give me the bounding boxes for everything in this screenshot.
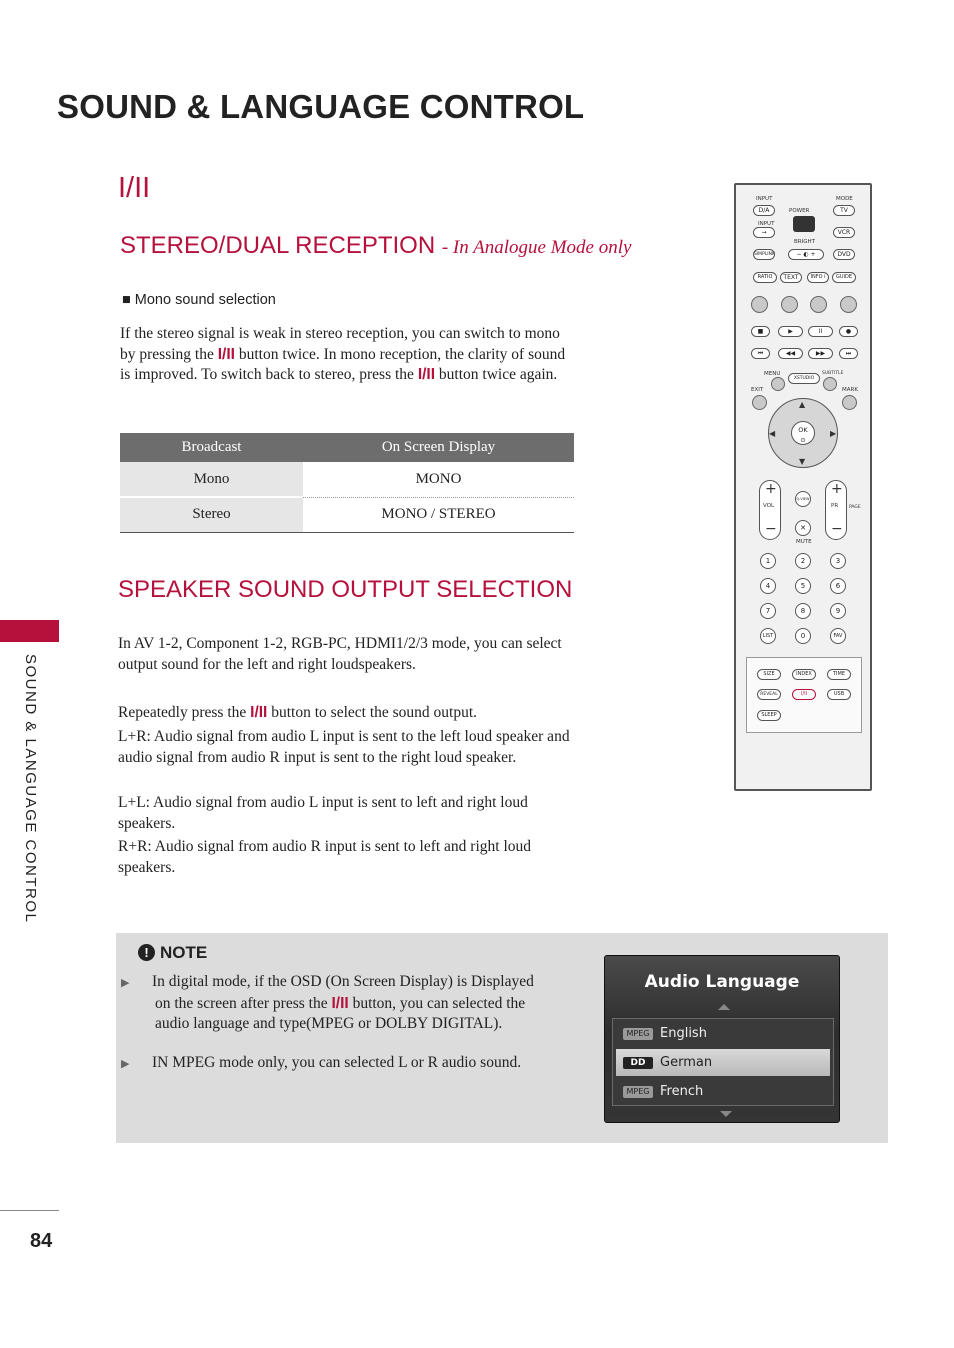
- simplink-button[interactable]: SIMPLINK: [753, 249, 775, 260]
- note-item-2: [121, 1053, 578, 1075]
- osd-item-german[interactable]: [616, 1049, 830, 1076]
- info-button[interactable]: INFO i: [807, 272, 829, 283]
- plus-icon[interactable]: +: [765, 481, 777, 497]
- i-ii-button[interactable]: I/II: [792, 689, 816, 700]
- note-heading: [138, 943, 207, 963]
- osd-item-english[interactable]: [616, 1020, 830, 1047]
- speaker-intro: In AV 1-2, Component 1-2, RGB-PC, HDMI1/2/3 mode, you can select output sound for the left and right loudspeakers.: [118, 635, 562, 673]
- side-tab-marker: [0, 620, 59, 642]
- remote-label: EXIT: [751, 387, 764, 393]
- footer-divider: [0, 1210, 59, 1211]
- table-cell: Mono: [120, 462, 303, 497]
- time-button[interactable]: TIME: [827, 669, 851, 680]
- digit-button[interactable]: 9: [830, 603, 846, 619]
- mute-button[interactable]: ✕: [795, 520, 811, 536]
- digit-button[interactable]: 4: [760, 578, 776, 594]
- usb-button[interactable]: USB: [827, 689, 851, 700]
- exit-button[interactable]: [752, 395, 767, 410]
- pause-button[interactable]: II: [808, 326, 833, 337]
- table-header: Broadcast: [120, 433, 303, 462]
- stereo-paragraph: [120, 324, 570, 386]
- mpeg-badge: MPEG: [623, 1086, 653, 1098]
- dvd-button[interactable]: DVD: [833, 249, 855, 260]
- mark-button[interactable]: [842, 395, 857, 410]
- da-button[interactable]: D/A: [753, 205, 775, 216]
- digit-button[interactable]: 1: [760, 553, 776, 569]
- plus-icon[interactable]: +: [831, 481, 843, 497]
- broadcast-table: [120, 433, 574, 533]
- minus-icon[interactable]: −: [831, 521, 843, 537]
- osd-list: [612, 1018, 834, 1106]
- power-button[interactable]: [793, 216, 815, 232]
- brightness-control[interactable]: − ◐ +: [788, 249, 824, 260]
- remote-label: MENU: [764, 371, 781, 377]
- color-button-green[interactable]: [781, 296, 798, 313]
- digit-button[interactable]: 8: [795, 603, 811, 619]
- key-i-ii: I/II: [417, 366, 436, 384]
- stop-button[interactable]: ■: [751, 326, 770, 337]
- index-button[interactable]: INDEX: [792, 669, 816, 680]
- skip-back-icon[interactable]: ⏮: [751, 348, 770, 359]
- side-section-label: SOUND & LANGUAGE CONTROL: [22, 654, 39, 924]
- bullet-triangle-icon: ▶: [121, 1058, 130, 1070]
- record-button[interactable]: ●: [839, 326, 858, 337]
- rewind-icon[interactable]: ◀◀: [778, 348, 803, 359]
- warning-icon: !: [138, 944, 155, 961]
- minus-icon[interactable]: −: [765, 521, 777, 537]
- mono-bullet-label: ■ Mono sound selection: [122, 292, 276, 308]
- note-heading-label: NOTE: [160, 943, 208, 962]
- bullet-triangle-icon: ▶: [121, 977, 130, 989]
- stereo-para-1: If the stereo signal is weak in stereo reception, you can switch to mono by pressing the: [120, 325, 560, 363]
- key-i-ii: I/II: [217, 345, 235, 363]
- section-title: I/II: [118, 172, 151, 204]
- color-button-red[interactable]: [751, 296, 768, 313]
- page-title: SOUND & LANGUAGE CONTROL: [57, 88, 585, 125]
- xstudio-button[interactable]: XSTUDIO: [788, 373, 820, 384]
- remote-label: MODE: [836, 196, 853, 202]
- remote-label: INPUT: [758, 221, 775, 227]
- scroll-up-icon[interactable]: [718, 1004, 730, 1010]
- up-arrow-icon[interactable]: ▲: [799, 400, 806, 409]
- stereo-heading: [120, 232, 631, 260]
- sleep-button[interactable]: SLEEP: [757, 710, 781, 721]
- remote-label: MUTE: [796, 539, 812, 545]
- speaker-repeat-post: button to select the sound output.: [271, 704, 478, 721]
- remote-label: INPUT: [756, 196, 773, 202]
- guide-button[interactable]: GUIDE: [832, 272, 856, 283]
- play-button[interactable]: ▶: [778, 326, 803, 337]
- mpeg-badge: MPEG: [623, 1028, 653, 1040]
- stereo-para-3: button twice again.: [438, 366, 558, 384]
- remote-label: SUBTITLE: [822, 371, 844, 376]
- remote-control: [734, 183, 872, 791]
- digit-button[interactable]: 6: [830, 578, 846, 594]
- osd-item-label: German: [660, 1055, 713, 1070]
- page-number: 84: [30, 1230, 53, 1252]
- vcr-button[interactable]: VCR: [833, 227, 855, 238]
- remote-label: PAGE: [849, 505, 861, 510]
- speaker-repeat-pre: Repeatedly press the: [118, 704, 247, 721]
- speaker-lr: L+R: Audio signal from audio L input is sent to the left loud speaker and audio signal from audio R input is sent to the right loud speaker.: [118, 728, 570, 766]
- speaker-rr: R+R: Audio signal from audio R input is sent to left and right loud speakers.: [118, 838, 532, 876]
- reveal-button[interactable]: REVEAL: [757, 689, 781, 700]
- subtitle-button[interactable]: [823, 377, 837, 391]
- speaker-repeat: [118, 703, 573, 724]
- left-arrow-icon[interactable]: ◀: [769, 429, 776, 438]
- remote-label: MARK: [842, 387, 858, 393]
- digit-button[interactable]: 5: [795, 578, 811, 594]
- table-header: On Screen Display: [303, 433, 574, 462]
- scroll-down-icon[interactable]: [720, 1111, 732, 1117]
- skip-forward-icon[interactable]: ⏭: [839, 348, 858, 359]
- ratio-button[interactable]: RATIO: [753, 272, 777, 283]
- osd-item-label: English: [660, 1026, 707, 1041]
- qview-button[interactable]: Q.VIEW: [795, 491, 811, 507]
- table-cell: MONO / STEREO: [303, 497, 574, 532]
- stereo-para-2: button twice. In mono reception, the clarity of sound is improved. To switch back to stereo, press the: [120, 345, 566, 384]
- fav-button[interactable]: FAV: [830, 628, 846, 644]
- speaker-ll: L+L: Audio signal from audio L input is sent to left and right loud speakers.: [118, 794, 528, 832]
- digit-button[interactable]: 7: [760, 603, 776, 619]
- table-cell: MONO: [303, 462, 574, 497]
- key-i-ii: I/II: [250, 704, 268, 721]
- down-arrow-icon[interactable]: ▼: [799, 457, 806, 466]
- dolby-badge: DD: [623, 1057, 653, 1069]
- digit-button[interactable]: 2: [795, 553, 811, 569]
- osd-title: Audio Language: [644, 972, 800, 992]
- osd-item-french[interactable]: [616, 1078, 830, 1105]
- stereo-heading-main: STEREO/DUAL RECEPTION: [120, 232, 436, 259]
- remote-label: VOL: [763, 503, 775, 509]
- remote-label: POWER: [789, 208, 810, 214]
- note-item1-post: button, you can selected the audio language and type(MPEG or DOLBY DIGITAL).: [155, 994, 526, 1032]
- menu-button[interactable]: [771, 377, 785, 391]
- osd-item-label: French: [660, 1084, 704, 1099]
- remote-label: BRIGHT: [794, 239, 815, 245]
- fast-forward-icon[interactable]: ▶▶: [808, 348, 833, 359]
- digit-button[interactable]: 0: [795, 628, 811, 644]
- ok-label: OK: [798, 426, 808, 434]
- color-button-blue[interactable]: [840, 296, 857, 313]
- table-row: [120, 462, 574, 497]
- right-arrow-icon[interactable]: ▶: [830, 429, 837, 438]
- input-button[interactable]: →: [753, 227, 775, 238]
- key-i-ii: I/II: [331, 994, 349, 1012]
- stereo-heading-sub: - In Analogue Mode only: [441, 237, 632, 258]
- remote-label: PR: [831, 503, 839, 509]
- digit-button[interactable]: 3: [830, 553, 846, 569]
- text-button[interactable]: TEXT: [780, 272, 802, 283]
- speaker-heading: SPEAKER SOUND OUTPUT SELECTION: [118, 576, 573, 603]
- list-button[interactable]: LIST: [760, 628, 776, 644]
- ok-button[interactable]: OK ⊙: [791, 421, 815, 445]
- note-item1-pre: In digital mode, if the OSD (On Screen Display) is Displayed on the screen after press the: [152, 973, 534, 1012]
- audio-language-osd: [604, 955, 840, 1123]
- note-item-1: [121, 972, 538, 1033]
- color-button-yellow[interactable]: [810, 296, 827, 313]
- tv-button[interactable]: TV: [833, 205, 855, 216]
- note-item2-text: IN MPEG mode only, you can selected L or R audio sound.: [152, 1054, 522, 1071]
- table-cell: Stereo: [120, 497, 303, 532]
- size-button[interactable]: SIZE: [757, 669, 781, 680]
- table-row: [120, 497, 574, 532]
